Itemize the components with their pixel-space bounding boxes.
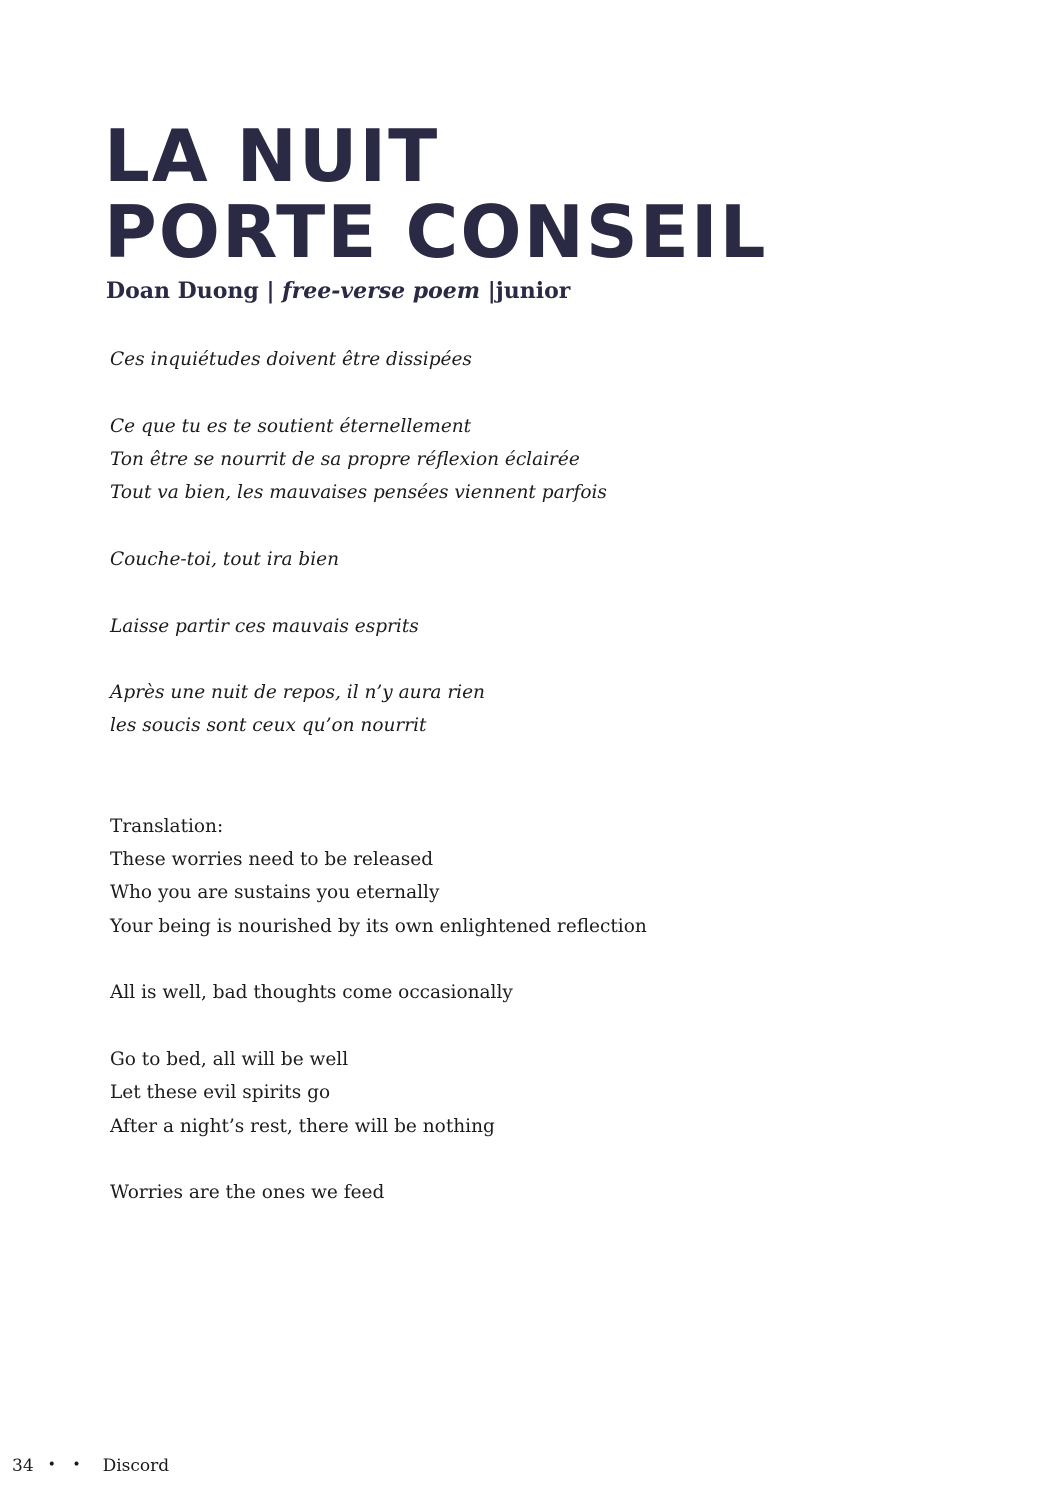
title-line-2: PORTE CONSEIL [104, 190, 768, 274]
french-line: Ce que tu es te soutient éternellement [110, 416, 472, 437]
french-line: Couche-toi, tout ira bien [110, 549, 340, 570]
translation-line: All is well, bad thoughts come occasionally [110, 982, 513, 1003]
french-line: Ces inquiétudes doivent être dissipées [110, 349, 472, 370]
author-level: junior [495, 278, 571, 304]
translation-line: Who you are sustains you eternally [110, 882, 440, 903]
poem-form: free-verse poem [282, 278, 481, 304]
byline-separator: | [266, 278, 275, 304]
publication-name: Discord [102, 1456, 170, 1476]
french-line: Laisse partir ces mauvais esprits [110, 616, 419, 637]
translation-line: Worries are the ones we feed [110, 1182, 385, 1203]
poem-title [104, 114, 768, 274]
title-line-1: LA NUIT [104, 114, 440, 198]
french-line: les soucis sont ceux qu’on nourrit [110, 715, 427, 736]
author-name: Doan Duong [106, 278, 259, 304]
byline-separator: | [487, 278, 496, 304]
footer-separator: • • [47, 1457, 87, 1473]
translation-line: These worries need to be released [110, 849, 434, 870]
page-footer [12, 1456, 169, 1476]
french-line: Après une nuit de repos, il n’y aura rien [110, 682, 485, 703]
translation-line: Go to bed, all will be well [110, 1049, 349, 1070]
page-number: 34 [12, 1456, 34, 1476]
byline [106, 278, 570, 304]
french-line: Ton être se nourrit de sa propre réflexion éclairée [110, 449, 580, 470]
translation-line: After a night’s rest, there will be nothing [110, 1116, 495, 1137]
translation-heading: Translation: [110, 816, 224, 837]
french-line: Tout va bien, les mauvaises pensées viennent parfois [110, 482, 607, 503]
translation-line: Let these evil spirits go [110, 1082, 331, 1103]
translation-line: Your being is nourished by its own enlightened reflection [110, 916, 647, 937]
